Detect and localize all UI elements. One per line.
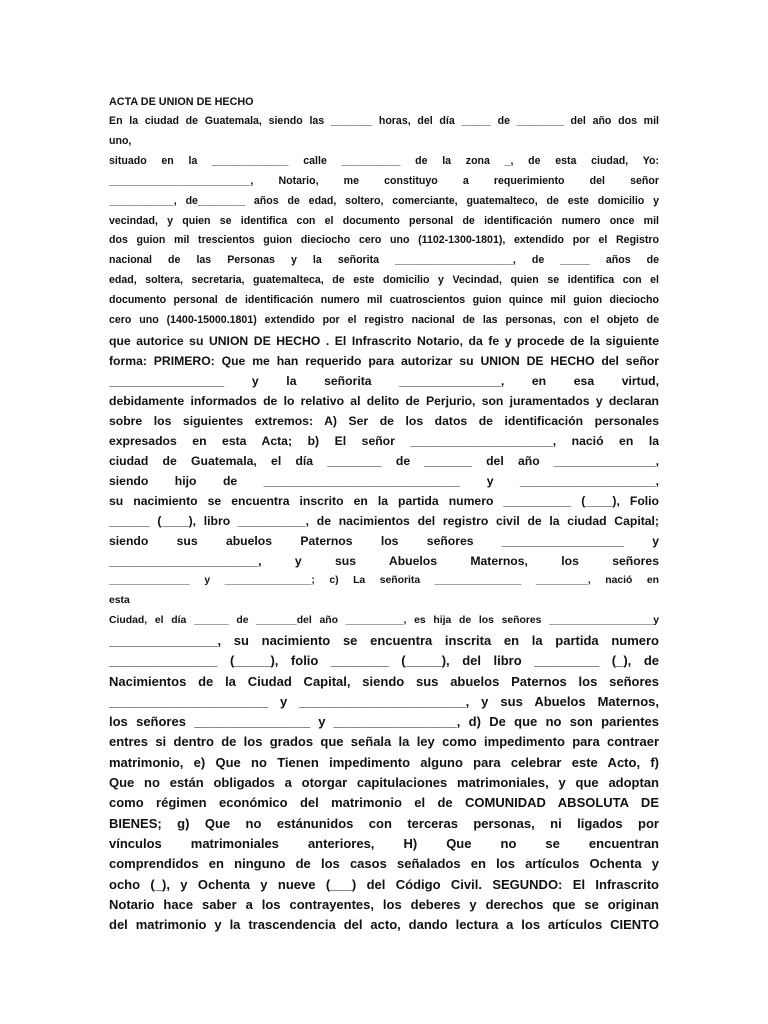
text-line: forma: PRIMERO: Que me han requerido para autorizar su UNION DE HECHO del señor <box>109 353 659 368</box>
text-line: su nacimiento se encuentra inscrito en la partida numero __________ (____), Folio <box>109 493 659 508</box>
text-line: ocho (_), y Ochenta y nueve (___) del Código Civil. SEGUNDO: El Infrascrito <box>109 876 659 892</box>
text-line: Notario hace saber a los contrayentes, los deberes y derechos que se originan <box>109 896 659 912</box>
text-line: sobre los siguientes extremos: A) Ser de los datos de identificación personales <box>109 413 659 428</box>
text-line: los señores ________________ y _________________, d) De que no son parientes <box>109 714 659 730</box>
text-line: siendo hijo de _____________________________ y ____________________, <box>109 473 659 488</box>
text-line: ______ (____), libro __________, de nacimientos del registro civil de la ciudad Capital; <box>109 513 659 528</box>
text-line: cero uno (1400-15000.1801) extendido por el registro nacional de las personas, con el objeto de <box>109 314 659 327</box>
text-line: Que no están obligados a otorgar capitulaciones matrimoniales, y que adoptan <box>109 775 659 791</box>
document-body <box>109 92 659 935</box>
text-line: Ciudad, el día ______ de _______del año __________, es hija de los señores __________________y <box>109 614 659 626</box>
text-line: ______________________, y sus Abuelos Maternos, los señores <box>109 553 659 568</box>
text-line: Nacimientos de la Ciudad Capital, siendo sus abuelos Paternos los señores <box>109 673 659 689</box>
text-line: vínculos matrimoniales anteriores, H) Que no se encuentran <box>109 835 659 851</box>
text-line: ciudad de Guatemala, el día ________ de _______ del año _______________, <box>109 453 659 468</box>
text-line: _________________ y la señorita _______________, en esa virtud, <box>109 373 659 388</box>
text-line: comprendidos en ninguno de los casos señalados en los artículos Ochenta y <box>109 856 659 872</box>
text-line: _______________ (_____), folio ________ (_____), del libro _________ (_), de <box>109 653 659 669</box>
text-line: ______________ y _______________; c) La señorita _______________ _________, nació en <box>109 574 659 586</box>
text-line: entres si dentro de los grados que señala la ley como impedimento para contraer <box>109 734 659 750</box>
text-line: esta <box>109 594 130 606</box>
text-line: En la ciudad de Guatemala, siendo las _______ horas, del día _____ de ________ del año dos mil <box>109 115 659 127</box>
text-line: edad, soltera, secretaria, guatemalteca, de este domicilio y Vecindad, quien se identifica con el <box>109 274 659 287</box>
text-line: expresados en esta Acta; b) El señor _____________________, nació en la <box>109 433 659 448</box>
text-line: vecindad, y quien se identifica con el documento personal de identificación numero once mil <box>109 214 659 227</box>
text-line: BIENES; g) Que no estánunidos con terceras personas, ni ligados por <box>109 815 659 831</box>
text-line: uno, <box>109 134 132 147</box>
text-line: _______________, su nacimiento se encuentra inscrita en la partida numero <box>109 632 659 648</box>
text-line: ________________________, Notario, me constituyo a requerimiento del señor <box>109 174 659 187</box>
text-line: ___________, de________ años de edad, soltero, comerciante, guatemalteco, de este domicilio y <box>109 194 659 207</box>
text-line: ______________________ y _______________________, y sus Abuelos Maternos, <box>109 693 659 709</box>
text-line: documento personal de identificación numero mil cuatroscientos guion quince mil guion dieciocho <box>109 294 659 307</box>
document-title: ACTA DE UNION DE HECHO <box>109 96 254 108</box>
text-line: como régimen económico del matrimonio el de COMUNIDAD ABSOLUTA DE <box>109 795 659 811</box>
text-line: del matrimonio y la trascendencia del acto, dando lectura a los artículos CIENTO <box>109 917 659 933</box>
text-line: que autorice su UNION DE HECHO . El Infrascrito Notario, da fe y procede de la siguiente <box>109 333 659 348</box>
text-line: debidamente informados de lo relativo al delito de Perjurio, son juramentados y declaran <box>109 393 659 408</box>
text-line: siendo sus abuelos Paternos los señores __________________ y <box>109 533 659 548</box>
text-line: dos guion mil trescientos guion dieciocho cero uno (1102-1300-1801), extendido por el Registro <box>109 234 659 247</box>
text-line: nacional de las Personas y la señorita ____________________, de _____ años de <box>109 254 659 267</box>
text-line: situado en la _____________ calle __________ de la zona _, de esta ciudad, Yo: <box>109 154 659 167</box>
text-line: matrimonio, e) Que no Tienen impedimento alguno para celebrar este Acto, f) <box>109 754 659 770</box>
